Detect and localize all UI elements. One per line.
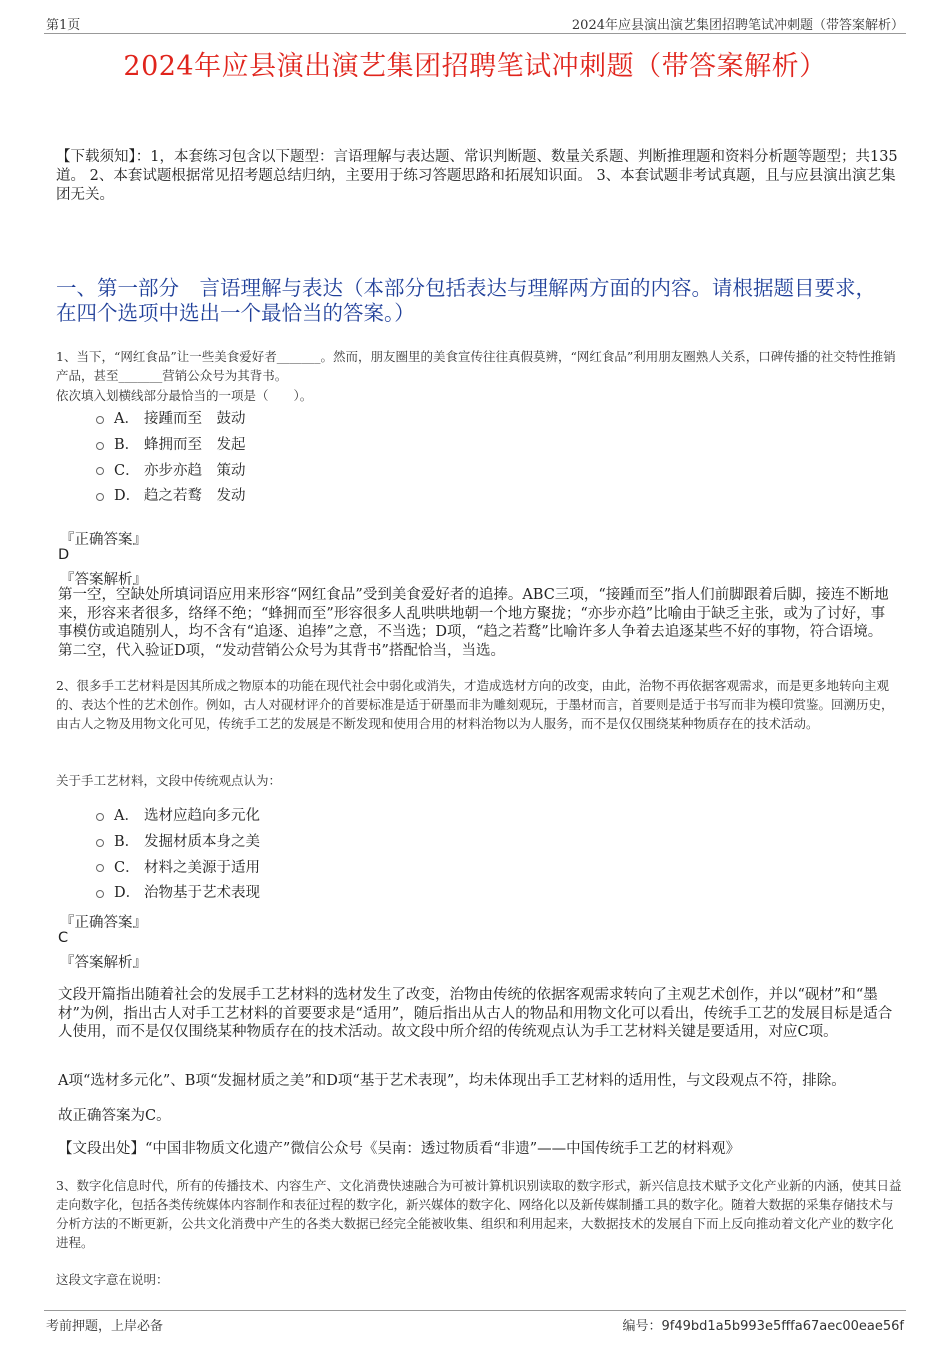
analysis-label: 『答案解析』 bbox=[60, 572, 147, 588]
footer-divider bbox=[44, 1310, 906, 1311]
analysis-conclusion: 故正确答案为C。 bbox=[58, 1108, 171, 1124]
page-number: 第1页 bbox=[46, 18, 81, 33]
radio-icon[interactable] bbox=[96, 416, 104, 424]
question-1-options bbox=[96, 405, 246, 508]
answer-label: 『正确答案』 bbox=[60, 532, 147, 548]
question-3-prompt: 这段文字意在说明： bbox=[56, 1272, 169, 1287]
radio-icon[interactable] bbox=[96, 864, 104, 872]
question-2-stem: 2、很多手工艺材料是因其所成之物原本的功能在现代社会中弱化或消失，才造成选材方向的改变，由此，治物不再依据客观需求，而是更多地转向主观的、表达个性的艺术创作。例如，古人对砚材评介的首要标准是适于研墨而非为雕刻观玩，于墨材而言，首要则是适于书写而非为模印赏鉴。回溯历史，由古人之物及用物文化可见，传统手工艺的发展是不断发现和使用合用的材料治物以为人服务，而不是仅仅围绕某种物质存在的技术活动。 bbox=[56, 678, 894, 731]
analysis-text: 第一空，空缺处所填词语应用来形容“网红食品”受到美食爱好者的追捧。ABC三项，“接踵而至”指人们前脚跟着后脚，接连不断地来，形容来者很多，络绎不绝；“蜂拥而至”形容很多人乱哄哄地朝一个地方聚拢；“亦步亦趋”比喻由于缺乏主张，或为了讨好，事事模仿或追随别人，均不含有“追逐、追捧”之意，不当选；D项，“趋之若鹜”比喻许多人争着去追逐某些不好的事物，符合语境。第二空，代入验证D项，“发动营销公众号为其背书”搭配恰当，当选。 bbox=[58, 587, 889, 659]
option-c[interactable]: C． 亦步亦趋 策动 bbox=[96, 456, 246, 482]
option-d[interactable]: D． 治物基于艺术表现 bbox=[96, 879, 260, 905]
question-1-stem: 1、当下，“网红食品”让一些美食爱好者_______。然而，朋友圈里的美食宣传往往真假莫辨，“网红食品”利用朋友圈熟人关系，口碑传播的社交特性推销产品，甚至_______营销公众号为其背书。 bbox=[56, 349, 896, 383]
radio-icon[interactable] bbox=[96, 890, 104, 898]
answer-label: 『正确答案』 bbox=[60, 915, 147, 931]
radio-icon[interactable] bbox=[96, 467, 104, 475]
page-title: 2024年应县演出演艺集团招聘笔试冲刺题（带答案解析） bbox=[123, 51, 827, 82]
radio-icon[interactable] bbox=[96, 493, 104, 501]
analysis-text: 文段开篇指出随着社会的发展手工艺材料的选材发生了改变，治物由传统的依据客观需求转向了主观艺术创作，并以“砚材”和“墨材”为例，指出古人对手工艺材料的首要要求是“适用”，随后指出从古人的物品和用物文化可以看出，传统手工艺的发展目标是适合人使用，而不是仅仅围绕某种物质存在的技术活动。故文段中所介绍的传统观点认为手工艺材料关键是要适用，对应C项。 bbox=[58, 987, 893, 1040]
footer-code: 编号：9f49bd1a5b993e5fffa67aec00eae56f bbox=[622, 1319, 904, 1334]
header-doc-title: 2024年应县演出演艺集团招聘笔试冲刺题（带答案解析） bbox=[571, 18, 904, 33]
source-note: 【文段出处】“中国非物质文化遗产”微信公众号《吴南：透过物质看“非遗”——中国传统手工艺的材料观》 bbox=[58, 1141, 741, 1157]
radio-icon[interactable] bbox=[96, 442, 104, 450]
option-b[interactable]: B． 蜂拥而至 发起 bbox=[96, 431, 246, 457]
answer-value: D bbox=[58, 547, 70, 563]
analysis-text-2: A项“选材多元化”、B项“发掘材质之美”和D项“基于艺术表现”，均未体现出手工艺材料的适用性，与文段观点不符，排除。 bbox=[58, 1073, 846, 1089]
footer-slogan: 考前押题，上岸必备 bbox=[46, 1319, 164, 1334]
answer-value: C bbox=[58, 930, 69, 946]
section-heading: 一、第一部分 言语理解与表达（本部分包括表达与理解两方面的内容。请根据题目要求，在四个选项中选出一个最恰当的答案。） bbox=[56, 276, 876, 325]
radio-icon[interactable] bbox=[96, 839, 104, 847]
download-notice: 【下载须知】：1，本套练习包含以下题型：言语理解与表达题、常识判断题、数量关系题、判断推理题和资料分析题等题型；共135道。 2、本套试题根据常见招考题总结归纳，主要用于练习答题思路和拓展知识面。 3、本套试题非考试真题，且与应县演出演艺集团无关。 bbox=[56, 149, 898, 203]
header-divider bbox=[44, 33, 906, 34]
question-2-prompt: 关于手工艺材料，文段中传统观点认为： bbox=[56, 773, 282, 788]
question-2-options bbox=[96, 802, 260, 905]
option-c[interactable]: C． 材料之美源于适用 bbox=[96, 853, 260, 879]
question-1-prompt: 依次填入划横线部分最恰当的一项是（ ）。 bbox=[56, 388, 313, 403]
option-b[interactable]: B． 发掘材质本身之美 bbox=[96, 828, 260, 854]
option-a[interactable]: A． 选材应趋向多元化 bbox=[96, 802, 260, 828]
analysis-label: 『答案解析』 bbox=[60, 955, 147, 971]
option-a[interactable]: A． 接踵而至 鼓动 bbox=[96, 405, 246, 431]
radio-icon[interactable] bbox=[96, 813, 104, 821]
question-3-stem: 3、数字化信息时代，所有的传播技术、内容生产、文化消费快速融合为可被计算机识别读取的数字形式，新兴信息技术赋予文化产业新的内涵，使其日益走向数字化，包括各类传统媒体内容制作和表征过程的数字化，新兴媒体的数字化、网络化以及新传媒制播工具的数字化。随着大数据的采集存储技术与分析方法的不断更新，公共文化消费中产生的各类大数据已经完全能被收集、组织和利用起来，大数据技术的发展自下而上反向推动着文化产业的数字化进程。 bbox=[56, 1178, 902, 1250]
option-d[interactable]: D． 趋之若鹜 发动 bbox=[96, 482, 246, 508]
